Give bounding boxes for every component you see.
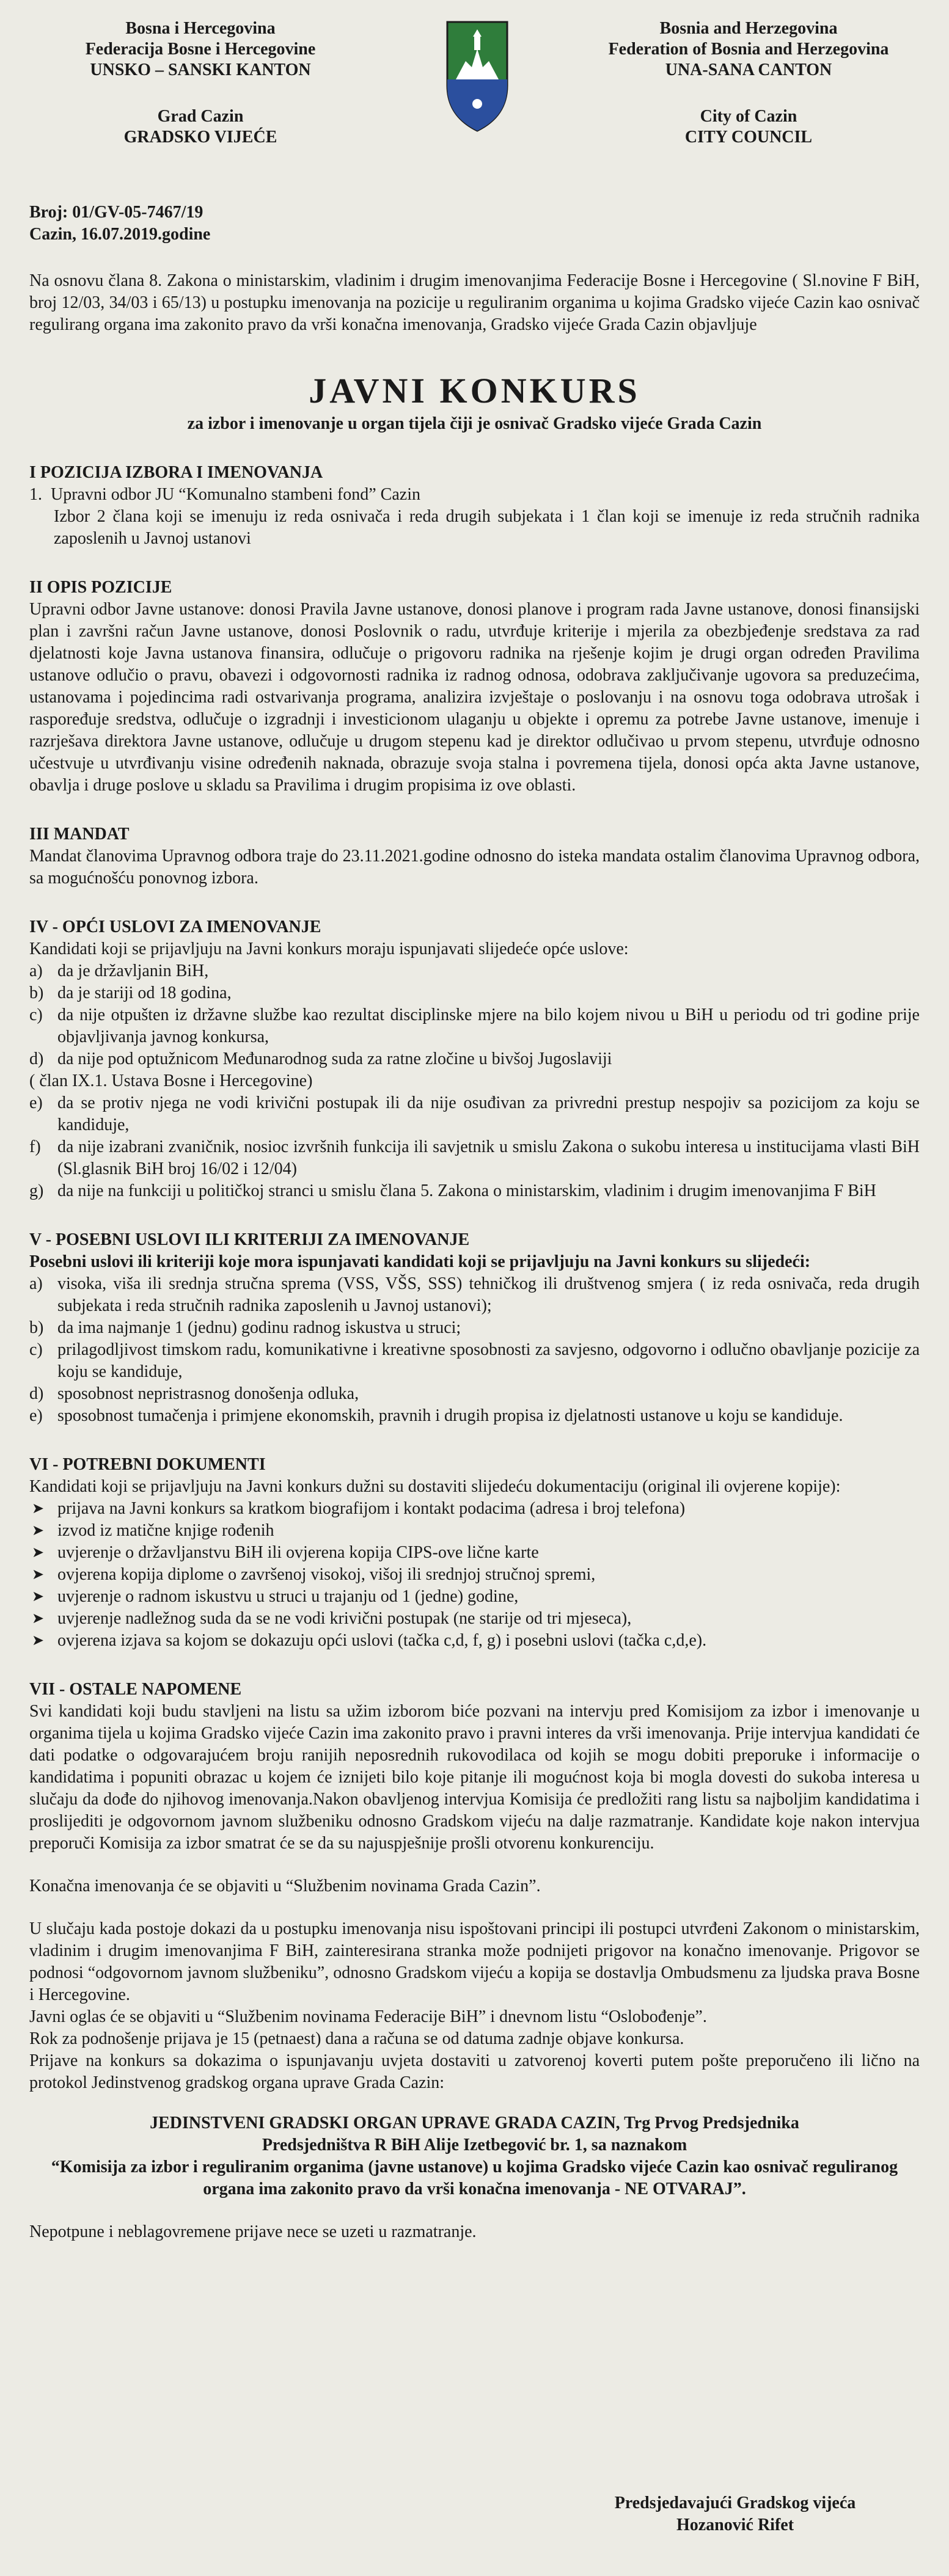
list-item: d) da nije pod optužnicom Međunarodnog suda za ratne zločine u bivšoj Jugoslaviji (29, 1049, 612, 1068)
section-7-paragraph-4: Javni oglas će se objaviti u “Službenim novinama Federacije BiH” i dnevnom listu “Oslobođenje”. (29, 2007, 707, 2026)
header-left-council: GRADSKO VIJEĆE (123, 128, 277, 147)
signature-role: Predsjedavajući Gradskog vijeća (614, 2494, 856, 2512)
section-7-paragraph-7: Nepotpune i neblagovremene prijave nece se uzeti u razmatranje. (29, 2222, 477, 2241)
section-7-paragraph-6: Prijave na konkurs sa dokazima o ispunjavanju uvjeta dostaviti u zatvorenoj koverti putem pošte preporučeno ili lično na protokol Jedinstvenog gradskog organa uprave Grada Cazin: (29, 2051, 920, 2092)
list-item: c) prilagodljivost timskom radu, komunikativne i kreativne sposobnosti za savjesno, odgovorno i odlučno obavljanje pozicije za koju se kandiduje, (29, 1340, 920, 1381)
header-right-line2: Federation of Bosnia and Herzegovina (608, 40, 889, 59)
city-crest-icon (444, 18, 511, 134)
header-left-block (29, 18, 372, 148)
section-2-text: Upravni odbor Javne ustanove: donosi Pravila Javne ustanove, donosi planove i program rada Javne ustanove, donosi finansijski plan i završni račun Javne ustanove, donosi Poslovnik o radu, utvrđuje kriterije i mjerila za obezbjeđenje sredstava za rad djelatnosti koje Javna ustanova finansira, odlučuje o prigovoru radnika na rješenje kojim je drugi organ određen Pravilima ustanove odlučio o pravu, obavezi i odgovornosti radnika iz radnog odnosa, odobrava zaključivanje ugovora sa preduzećima, ustanovama i pojedincima radi ostvarivanja programa, analizira izvještaje o poslovanju i na osnovu toga odobrava utrošak i raspoređuje sredstva, odlučuje o izgradnji i investicionom ulaganju u objekte i opremu za potrebe Javne ustanove, imenuje i razrješava direktora Javne ustanove, odlučuje u drugom stepenu kad je direktor odlučivao u prvom stepenu, utvrđuje odnosno učestvuje u utvrđivanju visine određenih naknada, obrazuje svoja stalna i povremena tijela, donosi opća akta Javne ustanove, obavlja i druge poslove u skladu sa Pravilima i drugim propisima iz ove oblasti. (29, 600, 920, 795)
section-4-list (29, 960, 920, 1202)
document-title: JAVNI KONKURS (309, 371, 640, 410)
header-right-line3: UNA-SANA CANTON (665, 60, 832, 79)
section-3-title: III MANDAT (29, 825, 130, 844)
header-left-line1: Bosna i Hercegovina (125, 19, 276, 38)
header-left-city: Grad Cazin (157, 107, 244, 126)
checkmark-bullet-icon: ➤ (32, 1545, 45, 1561)
list-item: ➤ ovjerena izjava sa kojom se dokazuju opći uslovi (tačka c,d, f, g) i posebni uslovi (tačka c,d,e). (29, 1630, 920, 1652)
checkmark-bullet-icon: ➤ (32, 1589, 45, 1605)
list-item: f) da nije izabrani zvaničnik, nosioc izvršnih funkcija ili savjetnik u smislu Zakona o sukobu interesa u institucijama vlasti BiH (Sl.glasnik BiH broj 16/02 i 12/04) (29, 1137, 920, 1178)
signature-name: Hozanović Rifet (676, 2516, 794, 2534)
section-1-item-number: 1. (29, 485, 51, 504)
list-item: b) da je stariji od 18 godina, (29, 983, 232, 1002)
list-item: ➤ prijava na Javni konkurs sa kratkom biografijom i kontakt podacima (adresa i broj telefona) (29, 1498, 920, 1520)
section-2-title: II OPIS POZICIJE (29, 578, 172, 597)
list-item: ➤ ovjerena kopija diplome o završenoj visokoj, višoj ili srednjoj stručnoj spremi, (29, 1564, 920, 1586)
list-item: c) da nije otpušten iz državne službe kao rezultat disciplinske mjere na bilo kojem nivou u BiH u periodu od tri godine prije objavljivanja javnog konkursa, (29, 1005, 920, 1046)
section-1-detail: Izbor 2 člana koji se imenuju iz reda osnivača i reda drugih subjekata i 1 član koji se imenuje iz reda stručnih radnika zaposlenih u Javnoj ustanovi (54, 507, 920, 548)
header-right-council: CITY COUNCIL (684, 128, 813, 147)
section-6-title: VI - POTREBNI DOKUMENTI (29, 1455, 266, 1474)
header-right-city: City of Cazin (700, 107, 797, 126)
list-item: a) da je državljanin BiH, (29, 961, 209, 980)
checkmark-bullet-icon: ➤ (32, 1523, 45, 1539)
list-item: d) sposobnost nepristrasnog donošenja odluka, (29, 1384, 359, 1403)
checkmark-bullet-icon: ➤ (32, 1611, 45, 1627)
list-item: ➤ izvod iz matične knjige rođenih (29, 1520, 920, 1542)
section-1-item (29, 484, 920, 506)
header-left-line2: Federacija Bosne i Hercegovine (85, 40, 316, 59)
section-1-title: I POZICIJA IZBORA I IMENOVANJA (29, 463, 323, 482)
section-6-list (29, 1498, 920, 1652)
section-7-paragraph-3: U slučaju kada postoje dokazi da u postupku imenovanja nisu ispoštovani principi ili postupci utvrđeni Zakonom o ministarskim, vladinim i drugim imenovanjima F BiH, zainteresirana stranka može podnijeti prigovor na konačno imenovanje. Prigovor se podnosi “odgovornom javnom službeniku”, odnosno Gradskom vijeću a kopija se dostavlja Ombudsmenu za ljudska prava Bosne i Hercegovine. (29, 1919, 920, 2004)
document-subtitle: za izbor i imenovanje u organ tijela čiji je osnivač Gradsko vijeće Grada Cazin (187, 414, 762, 433)
checkmark-bullet-icon: ➤ (32, 1501, 45, 1517)
list-item: e) sposobnost tumačenja i primjene ekonomskih, pravnih i drugih propisa iz djelatnosti ustanove u koju se kandiduje. (29, 1406, 843, 1425)
checkmark-bullet-icon: ➤ (32, 1567, 45, 1583)
section-5-list (29, 1273, 920, 1427)
header-left-line3: UNSKO – SANSKI KANTON (90, 60, 311, 79)
list-item: g) da nije na funkciji u političkoj stranci u smislu člana 5. Zakona o ministarskim, vladinim i drugim imenovanjima F BiH (29, 1181, 876, 1200)
document-date: Cazin, 16.07.2019.godine (29, 225, 211, 244)
list-item: e) da se protiv njega ne vodi krivični postupak ili da nije osuđivan za privredni prestup nespojiv sa pozicijom za koju se kandiduje, (29, 1093, 920, 1134)
list-item: a) visoka, viša ili srednja stručna sprema (VSS, VŠS, SSS) tehničkog ili društvenog smjera ( iz reda osnivača, reda drugih subjekata i reda stručnih radnika zaposlenih u Javnoj ustanovi); (29, 1274, 920, 1315)
document-meta (29, 202, 920, 246)
section-1-item-text: Upravni odbor JU “Komunalno stambeni fond” Cazin (51, 485, 420, 504)
list-item: ( član IX.1. Ustava Bosne i Hercegovine) (29, 1071, 313, 1090)
list-item: ➤ uvjerenje o državljanstvu BiH ili ovjerena kopija CIPS-ove lične karte (29, 1542, 920, 1564)
list-item: b) da ima najmanje 1 (jednu) godinu radnog iskustva u struci; (29, 1318, 461, 1337)
document-header (29, 18, 920, 202)
submission-address-line3: “Komisija za izbor i reguliranim organima (javne ustanove) u kojima Gradsko vijeće Cazin kao osnivač reguliranog organa ima zakonito pravo da vrši konačna imenovanja - NE OTVARAJ”. (51, 2158, 898, 2198)
signature-block (588, 2492, 882, 2536)
section-3-text: Mandat članovima Upravnog odbora traje do 23.11.2021.godine odnosno do isteka mandata ostalim članovima Upravnog odbora, sa mogućnošću ponovnog izbora. (29, 847, 920, 888)
list-item: ➤ uvjerenje o radnom iskustvu u struci u trajanju od 1 (jedne) godine, (29, 1586, 920, 1608)
section-4-intro: Kandidati koji se prijavljuju na Javni konkurs moraju ispunjavati slijedeće opće uslove: (29, 940, 629, 958)
list-item: ➤ uvjerenje nadležnog suda da se ne vodi krivični postupak (ne starije od tri mjeseca), (29, 1608, 920, 1630)
intro-paragraph: Na osnovu člana 8. Zakona o ministarskim, vladinim i drugim imenovanjima Federacije Bosne i Hercegovine ( Sl.novine F BiH, broj 12/03, 34/03 i 65/13) u postupku imenovanja na pozicije u reguliranim organima u kojima Gradsko vijeće Cazin kao osnivač regulirang organa ima zakonito pravo da vrši konačna imenovanja, Gradsko vijeće Grada Cazin objavljuje (29, 271, 920, 334)
header-right-block (577, 18, 920, 148)
submission-address-line1: JEDINSTVENI GRADSKI ORGAN UPRAVE GRADA CAZIN, Trg Prvog Predsjednika (150, 2114, 799, 2133)
section-6-intro: Kandidati koji se prijavljuju na Javni konkurs dužni su dostaviti slijedeću dokumentaciju (original ili ovjerene kopije): (29, 1477, 841, 1496)
section-7-title: VII - OSTALE NAPOMENE (29, 1680, 242, 1699)
header-right-line1: Bosnia and Herzegovina (659, 19, 838, 38)
section-4-title: IV - OPĆI USLOVI ZA IMENOVANJE (29, 918, 321, 936)
section-7-paragraph-2: Konačna imenovanja će se objaviti u “Službenim novinama Grada Cazin”. (29, 1877, 541, 1896)
section-5-intro: Posebni uslovi ili kriteriji koje mora ispunjavati kandidati koji se prijavljuju na Javni konkurs su slijedeći: (29, 1252, 811, 1271)
submission-address (29, 2112, 920, 2200)
section-7-paragraph-5: Rok za podnošenje prijava je 15 (petnaest) dana a računa se od datuma zadnje objave konkursa. (29, 2029, 684, 2048)
section-5-title: V - POSEBNI USLOVI ILI KRITERIJI ZA IMENOVANJE (29, 1230, 470, 1249)
section-7-paragraph-1: Svi kandidati koji budu stavljeni na listu sa užim izborom biće pozvani na intervju pred Komisijom za izbor i imenovanje u organima tijela u kojima Gradsko vijeće Cazin ima zakonito pravo i pravni interes da vrši imenovanja. Prije intervjua kandidati će dati podatke o odgovarajućem broju ranijih neposrednih rukovodilaca od kojih se mogu dobiti preporuke i informacije o kandidatima i popuniti obrazac u kojem će iznijeti bilo koje pitanje ili mogućnost koja bi mogla dovesti do sukoba interesa u slučaju da dođe do njihovog imenovanja.Nakon obavljenog intervjua Komisija će predložiti rang listu sa najboljim kandidatima i proslijediti je odgovornom javnom službeniku odnosno Gradskom vijeću na dalje razmatranje. Kandidate koje nakon intervjua preporuči Komisija za izbor smatrat će se da su najuspješnije prošli otvorenu konkurenciju. (29, 1702, 920, 1853)
checkmark-bullet-icon: ➤ (32, 1633, 45, 1649)
document-number: Broj: 01/GV-05-7467/19 (29, 203, 203, 222)
submission-address-line2: Predsjedništva R BiH Alije Izetbegović br. 1, sa naznakom (262, 2136, 687, 2155)
